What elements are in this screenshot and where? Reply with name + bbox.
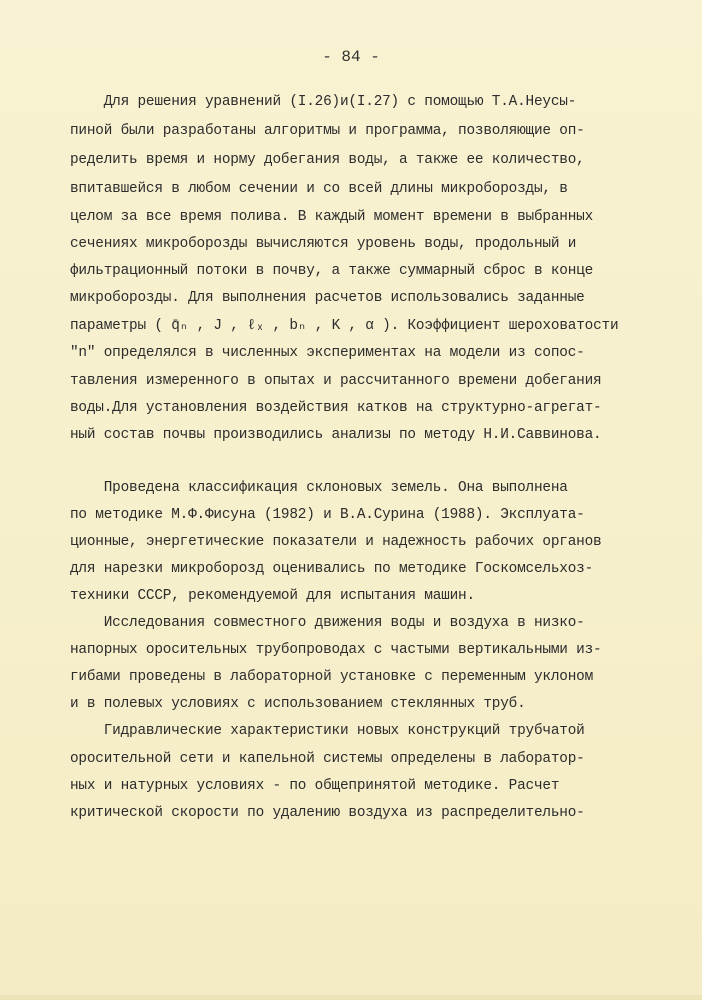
text-line: критической скорости по удалению воздуха из распределительно- <box>70 805 585 821</box>
text-line: для нарезки микроборозд оценивались по методике Госкомсельхоз- <box>70 561 594 577</box>
text-line: техники СССР, рекомендуемой для испытания машин. <box>70 588 475 604</box>
text-line: фильтрационный потоки в почву, а также суммарный сброс в конце <box>70 263 594 279</box>
text-line: целом за все время полива. В каждый момент времени в выбранных <box>70 209 594 225</box>
text-line: пиной были разработаны алгоритмы и программа, позволяющие оп- <box>70 123 585 139</box>
text-line: сечениях микроборозды вычисляются уровень воды, продольный и <box>70 236 577 252</box>
text-line: ционные, энергетические показатели и надежность рабочих органов <box>70 534 602 550</box>
text-line: воды.Для установления воздействия катков на структурно-агрегат- <box>70 400 602 416</box>
text-line: и в полевых условиях с использованием стеклянных труб. <box>70 696 526 712</box>
text-line: Исследования совместного движения воды и воздуха в низко- <box>70 615 585 631</box>
text-line: ных и натурных условиях - по общепринятой методике. Расчет <box>70 778 560 794</box>
text-line: Гидравлические характеристики новых конструкций трубчатой <box>70 723 585 739</box>
text-line: впитавшейся в любом сечении и со всей длины микроборозды, в <box>70 181 568 197</box>
page-edge <box>0 995 702 1000</box>
text-line: оросительной сети и капельной системы определены в лаборатор- <box>70 751 585 767</box>
text-line: ный состав почвы производились анализы по методу Н.И.Саввинова. <box>70 427 602 443</box>
text-line: тавления измеренного в опытах и рассчитанного времени добегания <box>70 373 602 389</box>
formula-line: параметры ( q̄ₙ , J , ℓₓ , bₙ , K , α ). Коэффициент шероховатости <box>70 318 619 334</box>
text-line: микроборозды. Для выполнения расчетов использовались заданные <box>70 290 585 306</box>
text-line: гибами проведены в лабораторной установке с переменным уклоном <box>70 669 594 685</box>
page-number: - 84 - <box>322 48 380 66</box>
text-line: ределить время и норму добегания воды, а также ее количество, <box>70 152 585 168</box>
text-line: "n" определялся в численных экспериментах на модели из сопос- <box>70 345 585 361</box>
text-line: по методике М.Ф.Фисуна (1982) и В.А.Сурина (1988). Эксплуата- <box>70 507 585 523</box>
text-line: Для решения уравнений (I.26)и(I.27) с помощью Т.А.Неусы- <box>70 94 577 110</box>
text-line: напорных оросительных трубопроводах с частыми вертикальными из- <box>70 642 602 658</box>
text-line: Проведена классификация склоновых земель. Она выполнена <box>70 480 568 496</box>
